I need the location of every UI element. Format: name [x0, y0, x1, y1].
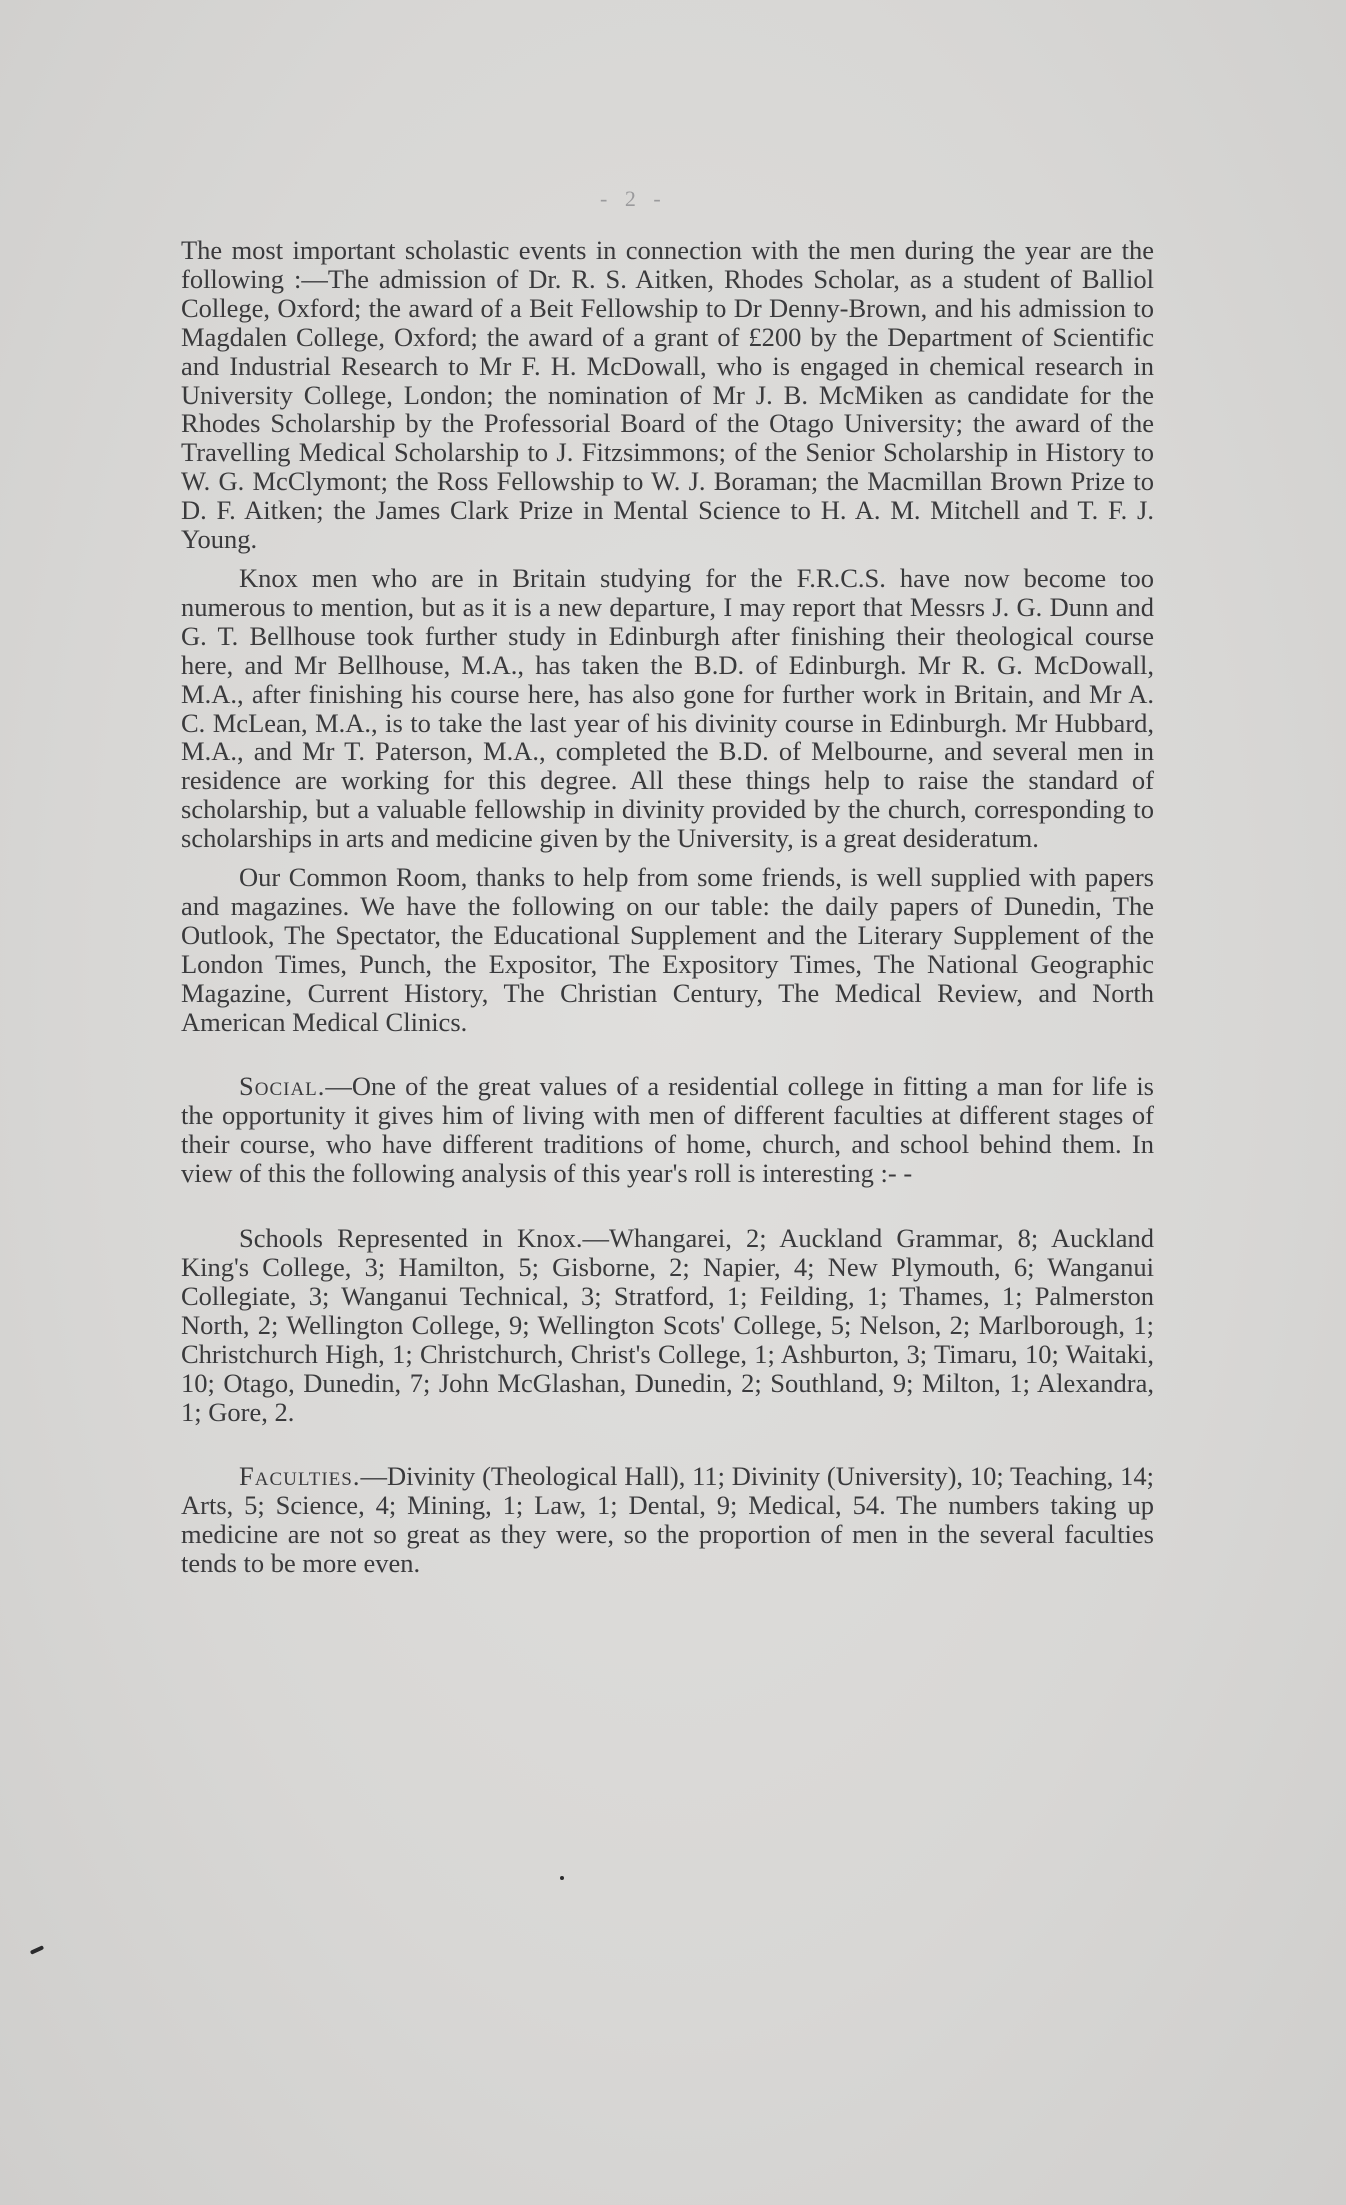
paragraph-scholastic-events: The most important scholastic events in connection with the men during the year are the following :—The admission of Dr. R. S. Aitken, Rhodes Scholar, as a student of Balliol College, Oxford; the award of a Beit Fellowship to Dr Denny-Brown, and his admission to Magdalen College, Oxford; the award of a grant of £200 by the Department of Scientific and Industrial Research to Mr F. H. McDowall, who is engaged in chemical research in University College, London; the nomination of Mr J. B. McMiken as candidate for the Rhodes Scholarship by the Professorial Board of the Otago University; the award of the Travelling Medical Scholarship to J. Fitzsimmons; of the Senior Scholarship in History to W. G. McClymont; the Ross Fellowship to W. J. Boraman; the Macmillan Brown Prize to D. F. Aitken; the James Clark Prize in Mental Science to H. A. M. Mitchell and T. F. J. Young. — [181, 235, 1154, 555]
section-heading-faculties: Faculties. — [239, 1461, 361, 1492]
paragraph-faculties — [181, 1462, 1154, 1578]
section-gap — [181, 1036, 1154, 1072]
section-gap — [181, 1426, 1154, 1462]
paragraph-knox-men-in-britain: Knox men who are in Britain studying for the F.R.C.S. have now become too numerous to mention, but as it is a new departure, I may report that Messrs J. G. Dunn and G. T. Bellhouse took further study in Edinburgh after finishing their theological course here, and Mr Bellhouse, M.A., has taken the B.D. of Edinburgh. Mr R. G. McDowall, M.A., after finishing his course here, has also gone for further work in Britain, and Mr A. C. McLean, M.A., is to take the last year of his divinity course in Edinburgh. Mr Hubbard, M.A., and Mr T. Paterson, M.A., completed the B.D. of Melbourne, and several men in residence are working for this degree. All these things help to raise the standard of scholarship, but a valuable fellowship in divinity provided by the church, corresponding to scholarships in arts and medicine given by the University, is a great desideratum. — [181, 562, 1154, 854]
page-folio: - 2 - — [600, 186, 667, 211]
paragraph-social — [181, 1072, 1154, 1188]
document-body — [181, 236, 1154, 1578]
paragraph-social-text: —One of the great values of a residential college in fitting a man for life is the opportunity it gives him of living with men of different faculties at different stages of their course, who have different traditions of home, church, and school behind them. In view of this the following analysis of this year's roll is interesting :- - — [181, 1071, 1154, 1189]
section-heading-social: Social. — [239, 1071, 326, 1102]
margin-mark — [30, 1945, 44, 1955]
paragraph-common-room: Our Common Room, thanks to help from some friends, is well supplied with papers and magazines. We have the following on our table: the daily papers of Dunedin, The Outlook, The Spectator, the Educational Supplement and the Literary Supplement of the London Times, Punch, the Expositor, The Expository Times, The National Geographic Magazine, Current History, The Christian Century, The Medical Review, and North American Medical Clinics. — [181, 862, 1154, 1037]
paragraph-schools-represented: Schools Represented in Knox.—Whangarei, 2; Auckland Grammar, 8; Auckland King's College, 3; Hamilton, 5; Gisborne, 2; Napier, 4; New Plymouth, 6; Wanganui Collegiate, 3; Wanganui Technical, 3; Stratford, 1; Feilding, 1; Thames, 1; Palmerston North, 2; Wellington College, 9; Wellington Scots' College, 5; Nelson, 2; Marlborough, 1; Christchurch High, 1; Christchurch, Christ's College, 1; Ashburton, 3; Timaru, 10; Waitaki, 10; Otago, Dunedin, 7; John McGlashan, Dunedin, 2; Southland, 9; Milton, 1; Alexandra, 1; Gore, 2. — [181, 1223, 1154, 1427]
ink-speck — [560, 1876, 564, 1880]
paragraph-faculties-text: —Divinity (Theological Hall), 11; Divinity (University), 10; Teaching, 14; Arts, 5; Science, 4; Mining, 1; Law, 1; Dental, 9; Medical, 54. The numbers taking up medicine are not so great as they were, so the proportion of men in the several faculties tends to be more even. — [181, 1461, 1154, 1579]
section-gap — [181, 1188, 1154, 1224]
